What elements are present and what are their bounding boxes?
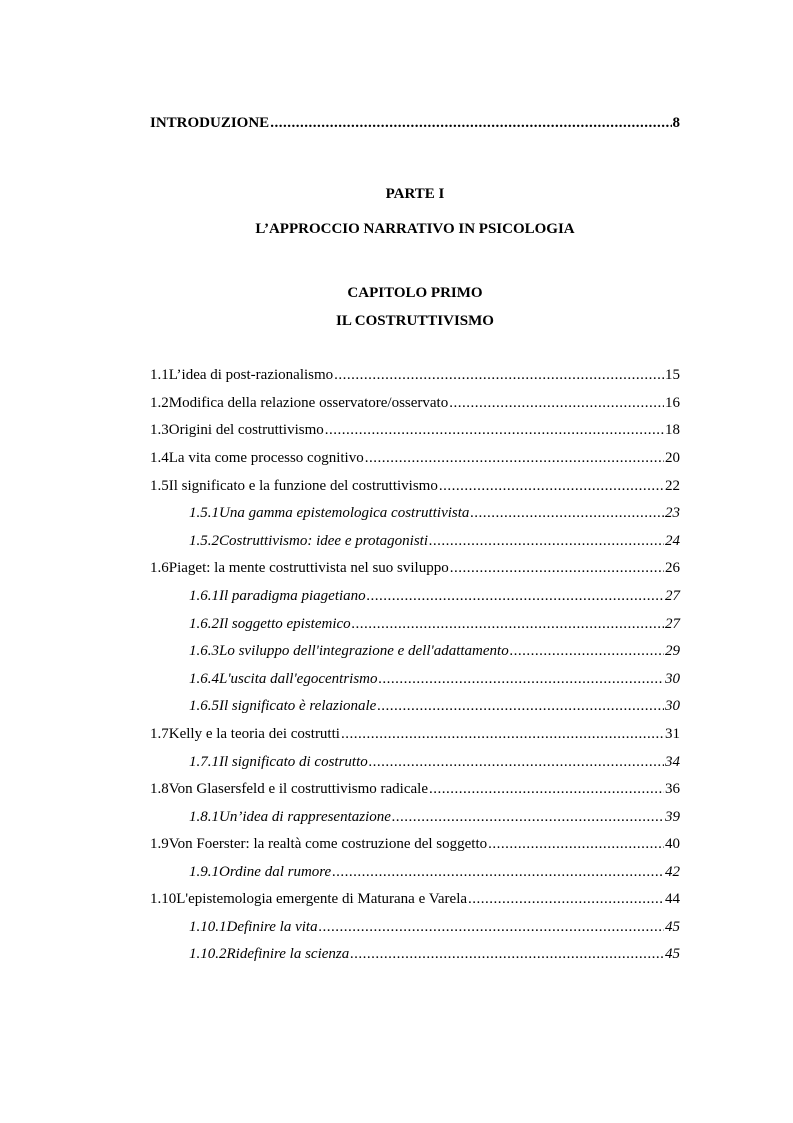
toc-entry-number: 1.5.1: [189, 505, 219, 521]
toc-entry[interactable]: [150, 891, 680, 911]
toc-entry[interactable]: [150, 422, 680, 442]
leader-dots: [367, 588, 664, 605]
toc-entry-page: 15: [665, 367, 680, 383]
leader-dots: [429, 533, 664, 550]
toc-entry-number: 1.1: [150, 367, 169, 383]
leader-dots: [369, 754, 664, 771]
toc-subentry[interactable]: [150, 616, 680, 636]
toc-entry-number: 1.10: [150, 891, 177, 907]
toc-entry-page: 31: [665, 726, 680, 742]
toc-entry-number: 1.6.2: [189, 616, 219, 632]
leader-dots: [439, 478, 664, 495]
toc-entry-page: 44: [665, 891, 680, 907]
toc-entry-label: Un’idea di rappresentazione: [219, 809, 391, 825]
toc-entry-page: 26: [665, 560, 680, 576]
leader-dots: [468, 891, 664, 908]
toc-entry-number: 1.4: [150, 450, 169, 466]
toc-entry[interactable]: [150, 367, 680, 387]
chapter-title: CAPITOLO PRIMO: [347, 285, 483, 301]
leader-dots: [341, 726, 664, 743]
toc-entry-number: 1.10.1: [189, 919, 227, 935]
leader-dots: [449, 395, 664, 412]
toc-entry-introduzione[interactable]: [150, 115, 680, 135]
toc-entry-page: 36: [665, 781, 680, 797]
toc-entry-label: INTRODUZIONE: [150, 115, 270, 131]
toc-entry-page: 30: [665, 671, 680, 687]
leader-dots: [510, 643, 664, 660]
leader-dots: [450, 560, 664, 577]
toc-entry-page: 20: [665, 450, 680, 466]
toc-subentry[interactable]: [150, 698, 680, 718]
leader-dots: [270, 115, 671, 132]
toc-entry-page: 30: [665, 698, 680, 714]
toc-entry-number: 1.3: [150, 422, 169, 438]
toc-subentry[interactable]: [150, 533, 680, 553]
chapter-subtitle: IL COSTRUTTIVISMO: [336, 313, 494, 329]
leader-dots: [365, 450, 664, 467]
toc-subentry[interactable]: [150, 946, 680, 966]
toc-entry-page: 27: [665, 588, 680, 604]
toc-entry-number: 1.8: [150, 781, 169, 797]
part-title: PARTE I: [385, 186, 445, 202]
toc-entry-page: 34: [665, 754, 680, 770]
toc-entry-page: 42: [665, 864, 680, 880]
toc-entry-label: L'epistemologia emergente di Maturana e Varela: [176, 891, 468, 907]
toc-entry-number: 1.7.1: [189, 754, 219, 770]
toc-entry[interactable]: [150, 395, 680, 415]
toc-entry-page: 22: [665, 478, 680, 494]
toc-entry-page: 27: [665, 616, 680, 632]
toc-entry-label: Ridefinire la scienza: [226, 946, 350, 962]
toc-entry-label: Piaget: la mente costruttivista nel suo sviluppo: [168, 560, 449, 576]
toc-entry-number: 1.8.1: [189, 809, 219, 825]
toc-entry-label: Una gamma epistemologica costruttivista: [219, 505, 470, 521]
toc-entry[interactable]: [150, 478, 680, 498]
toc-entry-page: 18: [665, 422, 680, 438]
toc-entry-number: 1.9: [150, 836, 169, 852]
toc-entry-label: Definire la vita: [226, 919, 318, 935]
leader-dots: [429, 781, 664, 798]
toc-entry-label: Origini del costruttivismo: [168, 422, 324, 438]
toc-entry-label: Modifica della relazione osservatore/osservato: [168, 395, 449, 411]
toc-entry-label: Costruttivismo: idee e protagonisti: [219, 533, 429, 549]
toc-entry-number: 1.7: [150, 726, 169, 742]
toc-entry[interactable]: [150, 560, 680, 580]
leader-dots: [350, 946, 664, 963]
toc-entry-number: 1.5: [150, 478, 169, 494]
toc-subentry[interactable]: [150, 671, 680, 691]
leader-dots: [392, 809, 664, 826]
leader-dots: [332, 864, 664, 881]
leader-dots: [377, 698, 664, 715]
leader-dots: [352, 616, 664, 633]
leader-dots: [379, 671, 665, 688]
toc-entry-label: Kelly e la teoria dei costrutti: [168, 726, 340, 742]
toc-entry-page: 39: [665, 809, 680, 825]
toc-subentry[interactable]: [150, 643, 680, 663]
toc-entry-label: Von Glasersfeld e il costruttivismo radicale: [168, 781, 428, 797]
toc-entry-page: 40: [665, 836, 680, 852]
toc-entry-label: L’idea di post-razionalismo: [168, 367, 334, 383]
toc-entry-number: 1.6.3: [189, 643, 219, 659]
toc-entry-label: L'uscita dall'egocentrismo: [219, 671, 378, 687]
toc-entry-number: 1.6: [150, 560, 169, 576]
toc-entry-page: 29: [665, 643, 680, 659]
toc-entry-page: 16: [665, 395, 680, 411]
toc-entry-page: 23: [665, 505, 680, 521]
toc-entry-number: 1.6.5: [189, 698, 219, 714]
toc-entry-number: 1.10.2: [189, 946, 227, 962]
toc-entry-label: Lo sviluppo dell'integrazione e dell'adattamento: [219, 643, 509, 659]
toc-subentry[interactable]: [150, 809, 680, 829]
toc-entry-label: Il significato è relazionale: [219, 698, 377, 714]
toc-entry-page: 24: [665, 533, 680, 549]
toc-entry-page: 45: [665, 919, 680, 935]
toc-entry-label: Il significato e la funzione del costruttivismo: [168, 478, 438, 494]
toc-entry[interactable]: [150, 726, 680, 746]
toc-entry-label: Il significato di costrutto: [219, 754, 368, 770]
leader-dots: [325, 422, 664, 439]
leader-dots: [319, 919, 664, 936]
toc-entry[interactable]: [150, 450, 680, 470]
toc-subentry[interactable]: [150, 588, 680, 608]
leader-dots: [334, 367, 664, 384]
toc-entry-page: 8: [672, 115, 680, 131]
toc-entry-page: 45: [665, 946, 680, 962]
toc-subentry[interactable]: [150, 754, 680, 774]
toc-entry-number: 1.2: [150, 395, 169, 411]
toc-subentry[interactable]: [150, 864, 680, 884]
leader-dots: [488, 836, 664, 853]
toc-subentry[interactable]: [150, 919, 680, 939]
toc-entry-number: 1.9.1: [189, 864, 219, 880]
leader-dots: [470, 505, 664, 522]
toc-entry-number: 1.6.4: [189, 671, 219, 687]
toc-entry-label: Il paradigma piagetiano: [219, 588, 366, 604]
toc-entry-label: La vita come processo cognitivo: [168, 450, 364, 466]
toc-subentry[interactable]: [150, 505, 680, 525]
toc-entry-label: Ordine dal rumore: [219, 864, 332, 880]
part-subtitle: L’APPROCCIO NARRATIVO IN PSICOLOGIA: [255, 221, 575, 237]
toc-entry[interactable]: [150, 781, 680, 801]
toc-entry-label: Von Foerster: la realtà come costruzione del soggetto: [168, 836, 488, 852]
toc-entry-number: 1.5.2: [189, 533, 219, 549]
toc-entry-number: 1.6.1: [189, 588, 219, 604]
toc-entry[interactable]: [150, 836, 680, 856]
toc-entry-label: Il soggetto epistemico: [219, 616, 351, 632]
